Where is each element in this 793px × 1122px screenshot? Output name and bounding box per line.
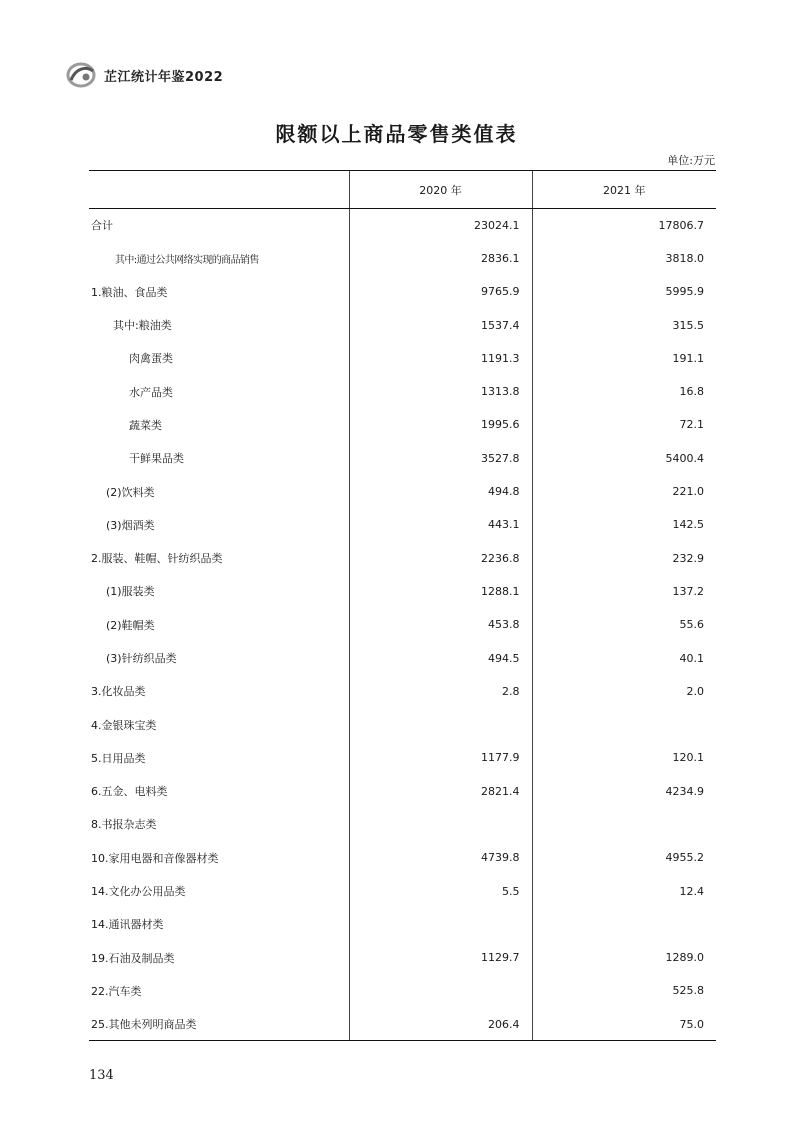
row-label: 10.家用电器和音像器材类 — [91, 851, 219, 865]
table-row — [89, 375, 716, 408]
row-label: 14.文化办公用品类 — [91, 885, 186, 899]
value-2021: 40.1 — [532, 641, 716, 674]
table-row — [89, 442, 716, 475]
value-2020: 1995.6 — [349, 408, 532, 441]
value-2020: 2836.1 — [349, 242, 532, 275]
row-label: 合计 — [91, 219, 113, 233]
row-label: 肉禽蛋类 — [129, 352, 173, 366]
value-2021: 2.0 — [532, 675, 716, 708]
column-header-item — [89, 171, 349, 209]
row-label: (2)饮料类 — [106, 485, 155, 499]
value-2021: 75.0 — [532, 1008, 716, 1041]
value-2021: 4234.9 — [532, 775, 716, 808]
value-2021: 221.0 — [532, 475, 716, 508]
value-2020: 2821.4 — [349, 775, 532, 808]
value-2020: 2236.8 — [349, 541, 532, 574]
value-2020: 443.1 — [349, 508, 532, 541]
row-label: 6.五金、电料类 — [91, 785, 168, 799]
table-row — [89, 641, 716, 674]
value-2020: 494.8 — [349, 475, 532, 508]
value-2021: 4955.2 — [532, 841, 716, 874]
row-label: 14.通讯器材类 — [91, 918, 164, 932]
table-row — [89, 874, 716, 907]
table-row — [89, 675, 716, 708]
retail-sales-table — [89, 170, 716, 1041]
value-2021: 16.8 — [532, 375, 716, 408]
value-2020: 1537.4 — [349, 308, 532, 341]
value-2020: 1177.9 — [349, 741, 532, 774]
row-label: 1.粮油、食品类 — [91, 285, 168, 299]
table-row — [89, 541, 716, 574]
value-2021 — [532, 908, 716, 941]
yearbook-logo-icon — [66, 62, 96, 88]
value-2020: 3527.8 — [349, 442, 532, 475]
table-row — [89, 974, 716, 1007]
value-2021 — [532, 708, 716, 741]
unit-label: 单位:万元 — [667, 154, 715, 167]
table-row — [89, 275, 716, 308]
value-2020: 9765.9 — [349, 275, 532, 308]
value-2021: 120.1 — [532, 741, 716, 774]
row-label: 19.石油及制品类 — [91, 951, 175, 965]
column-header-2020: 2020 年 — [349, 171, 532, 209]
row-label: 5.日用品类 — [91, 751, 146, 765]
value-2021: 3818.0 — [532, 242, 716, 275]
row-label: (3)针纺织品类 — [106, 652, 177, 665]
value-2020: 1313.8 — [349, 375, 532, 408]
table-row — [89, 209, 716, 242]
page-number: 134 — [89, 1068, 114, 1083]
value-2021: 55.6 — [532, 608, 716, 641]
row-label: 4.金银珠宝类 — [91, 718, 157, 732]
row-label: 其中:粮油类 — [113, 319, 172, 333]
table-row — [89, 941, 716, 974]
page-title: 限额以上商品零售类值表 — [275, 122, 518, 146]
value-2021: 1289.0 — [532, 941, 716, 974]
value-2020: 4739.8 — [349, 841, 532, 874]
table-row — [89, 408, 716, 441]
row-label: 2.服装、鞋帽、针纺织品类 — [91, 552, 223, 566]
column-header-2021: 2021 年 — [532, 171, 716, 209]
value-2020: 23024.1 — [349, 209, 532, 242]
value-2021: 315.5 — [532, 308, 716, 341]
value-2021: 191.1 — [532, 342, 716, 375]
value-2021 — [532, 808, 716, 841]
table-header-row — [89, 171, 716, 209]
value-2021: 232.9 — [532, 541, 716, 574]
table-row — [89, 475, 716, 508]
row-label: (2)鞋帽类 — [106, 618, 155, 632]
table-row — [89, 608, 716, 641]
value-2020 — [349, 808, 532, 841]
table-row — [89, 808, 716, 841]
table-row — [89, 775, 716, 808]
value-2021: 5995.9 — [532, 275, 716, 308]
table-row — [89, 342, 716, 375]
row-label: 8.书报杂志类 — [91, 818, 157, 832]
value-2020: 5.5 — [349, 874, 532, 907]
row-label: (1)服装类 — [106, 585, 155, 599]
table-row — [89, 841, 716, 874]
table-row — [89, 741, 716, 774]
table-row — [89, 708, 716, 741]
book-title: 芷江统计年鉴2022 — [104, 69, 224, 85]
value-2021: 12.4 — [532, 874, 716, 907]
table-row — [89, 908, 716, 941]
row-label: 22.汽车类 — [91, 984, 142, 998]
table-row — [89, 508, 716, 541]
value-2020 — [349, 974, 532, 1007]
table-row — [89, 1008, 716, 1041]
value-2021: 137.2 — [532, 575, 716, 608]
value-2020 — [349, 908, 532, 941]
value-2020: 1288.1 — [349, 575, 532, 608]
table-row — [89, 308, 716, 341]
row-label: 水产品类 — [129, 385, 173, 399]
row-label: 干鲜果品类 — [129, 452, 184, 466]
value-2020 — [349, 708, 532, 741]
value-2020: 2.8 — [349, 675, 532, 708]
value-2021: 72.1 — [532, 408, 716, 441]
table-row — [89, 242, 716, 275]
value-2020: 206.4 — [349, 1008, 532, 1041]
value-2021: 142.5 — [532, 508, 716, 541]
row-label: (3)烟酒类 — [106, 518, 155, 532]
value-2020: 1191.3 — [349, 342, 532, 375]
retail-sales-table-container — [89, 170, 716, 1041]
row-label: 蔬菜类 — [129, 418, 162, 432]
value-2020: 453.8 — [349, 608, 532, 641]
value-2021: 5400.4 — [532, 442, 716, 475]
value-2020: 494.5 — [349, 641, 532, 674]
running-header — [66, 62, 223, 88]
value-2021: 525.8 — [532, 974, 716, 1007]
value-2021: 17806.7 — [532, 209, 716, 242]
value-2020: 1129.7 — [349, 941, 532, 974]
table-row — [89, 575, 716, 608]
row-label: 其中:通过公共网络实现的商品销售 — [115, 254, 259, 266]
row-label: 25.其他未列明商品类 — [89, 1008, 349, 1041]
row-label: 3.化妆品类 — [91, 685, 146, 699]
